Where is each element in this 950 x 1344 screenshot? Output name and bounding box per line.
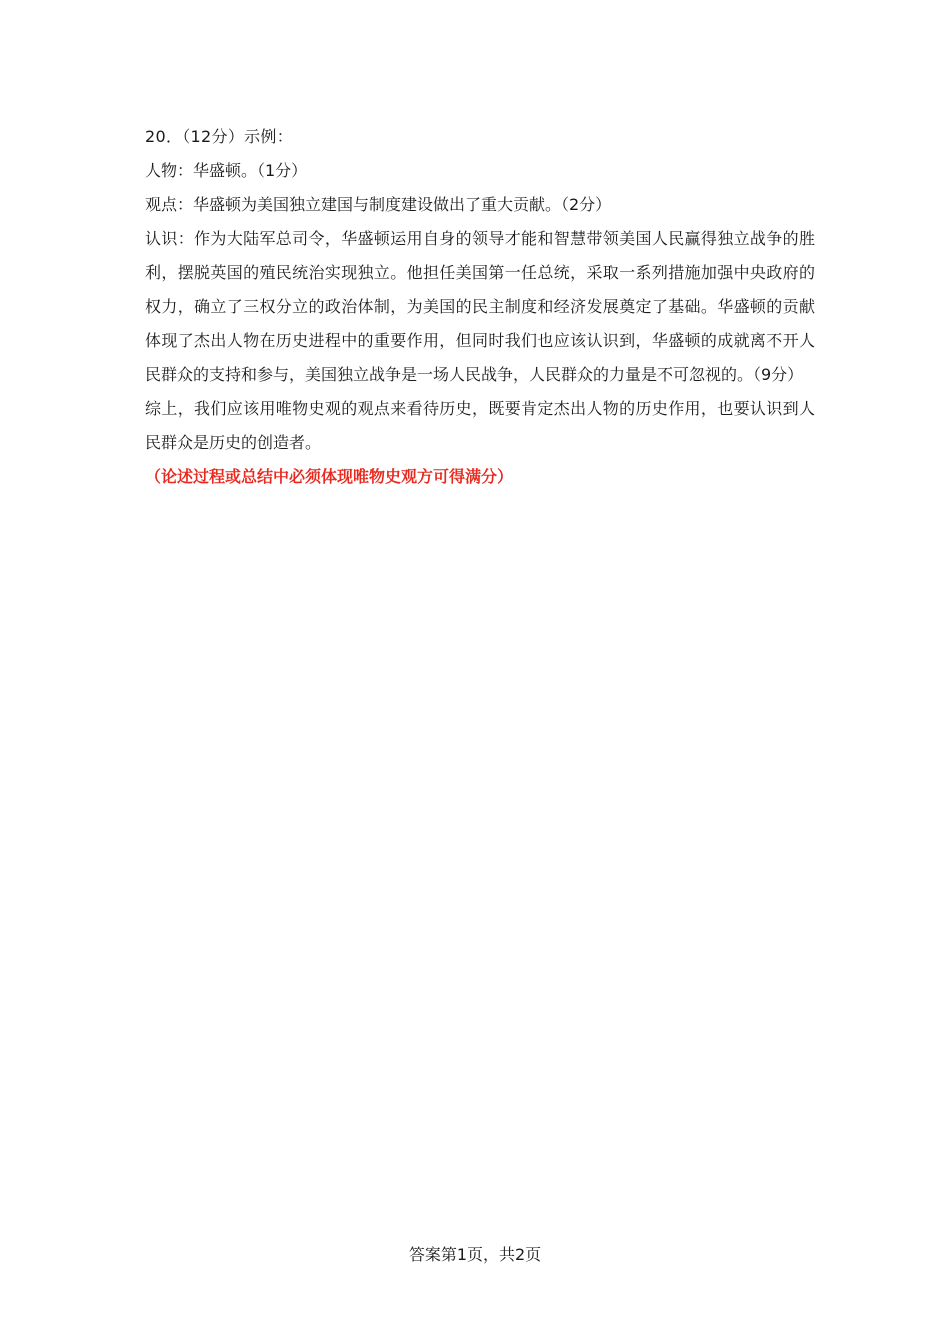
page-footer [0,1240,950,1270]
summary-paragraph: 综上，我们应该用唯物史观的观点来看待历史，既要肯定杰出人物的历史作用，也要认识到人民群众是历史的创造者。 [145,399,815,452]
person-line: 人物：华盛顿。（1分） [145,161,308,180]
question-header: 20．（12分）示例： [145,127,294,146]
answer-content [145,120,815,494]
page-number: 答案第1页，共2页 [408,1245,542,1264]
grading-note: （论述过程或总结中必须体现唯物史观方可得满分） [145,467,514,486]
viewpoint-line: 观点：华盛顿为美国独立建国与制度建设做出了重大贡献。（2分） [145,195,612,214]
understanding-paragraph: 认识：作为大陆军总司令，华盛顿运用自身的领导才能和智慧带领美国人民赢得独立战争的胜利，摆脱英国的殖民统治实现独立。他担任美国第一任总统，采取一系列措施加强中央政府的权力，确立了三权分立的政治体制，为美国的民主制度和经济发展奠定了基础。华盛顿的贡献体现了杰出人物在历史进程中的重要作用，但同时我们也应该认识到，华盛顿的成就离不开人民群众的支持和参与，美国独立战争是一场人民战争，人民群众的力量是不可忽视的。（9分） [145,229,815,384]
